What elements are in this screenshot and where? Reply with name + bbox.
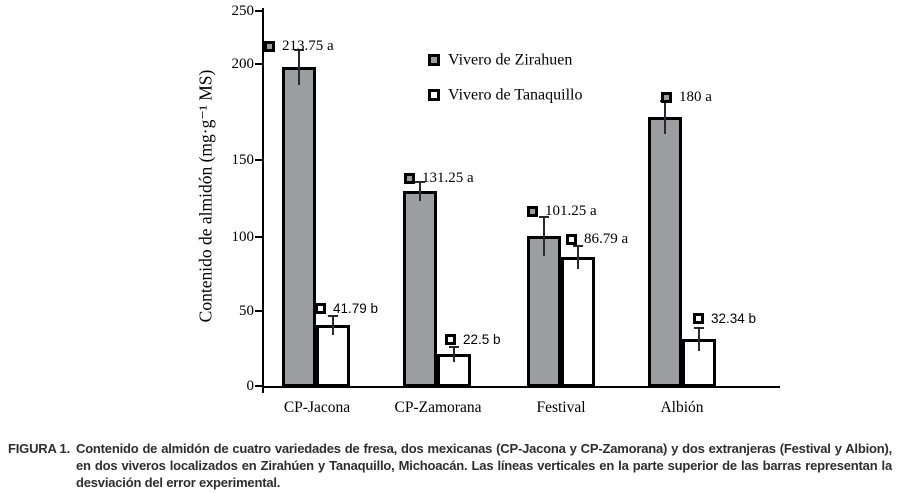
- error-bar: [543, 216, 545, 256]
- bar-value-label: [661, 88, 712, 106]
- y-tick-label: 50: [239, 303, 254, 319]
- caption-label: FIGURA 1.: [8, 441, 71, 456]
- bar-vivero-de-zirahuen: [282, 67, 316, 387]
- y-tick-mark: [255, 10, 262, 12]
- legend-label: Vivero de Zirahuen: [448, 51, 573, 69]
- y-axis-title: Contenido de almidón (mg·g⁻¹ MS): [195, 69, 216, 323]
- x-category-label: CP-Jacona: [283, 399, 351, 416]
- value-marker-icon: [264, 41, 275, 52]
- bar-value-label: [566, 230, 628, 248]
- bar-value-text: 131.25 a: [422, 169, 474, 186]
- value-marker-icon: [527, 206, 538, 217]
- error-bar: [453, 346, 455, 362]
- error-bar: [698, 327, 700, 351]
- value-marker-icon: [404, 173, 415, 184]
- x-category-label: Festival: [536, 399, 586, 416]
- bar-value-text: 32.34 b: [711, 310, 757, 326]
- caption-text: Contenido de almidón de cuatro variedades de fresa, dos mexicanas (CP-Jacona y CP-Zamorana) y dos extranjeras (Festival y Albion), en dos viveros localizados en Zirahúen y Tanaquillo, Michoacán. Las líneas verticales en la parte superior de las barras representan la desviación del error experimental.: [76, 441, 892, 490]
- bar-value-text: 22.5 b: [463, 331, 501, 347]
- y-tick-mark: [255, 310, 262, 312]
- y-tick-mark: [255, 159, 262, 161]
- legend-swatch-icon: [428, 89, 440, 101]
- bar-value-text: 180 a: [679, 88, 712, 105]
- x-category-label: Albión: [660, 399, 704, 416]
- x-category-label: CP-Zamorana: [394, 399, 482, 416]
- bar-value-label: [693, 309, 756, 327]
- legend-item: [428, 51, 572, 69]
- y-tick-label: 150: [231, 152, 254, 168]
- value-marker-icon: [445, 334, 456, 345]
- bar-value-label: [445, 330, 501, 348]
- bar-vivero-de-zirahuen: [527, 236, 561, 387]
- value-marker-icon: [661, 92, 672, 103]
- error-bar: [577, 245, 579, 269]
- figure-caption: [8, 440, 892, 491]
- legend-item: [428, 86, 582, 104]
- legend-label: Vivero de Tanaquillo: [448, 86, 583, 104]
- bar-value-text: 86.79 a: [584, 230, 629, 247]
- error-bar: [332, 315, 334, 335]
- y-tick-label: 100: [231, 229, 254, 245]
- bar-value-label: [264, 37, 334, 55]
- y-tick-mark: [255, 385, 262, 387]
- y-axis-line: [262, 8, 264, 393]
- bar-value-label: [404, 169, 474, 187]
- bar-value-text: 41.79 b: [333, 300, 379, 316]
- value-marker-icon: [566, 234, 577, 245]
- y-tick-mark: [255, 236, 262, 238]
- bar-value-label: [527, 202, 597, 220]
- error-bar-cap: [694, 327, 704, 329]
- y-tick-label: 0: [246, 378, 254, 394]
- bar-value-label: [315, 299, 378, 317]
- legend-swatch-icon: [428, 54, 440, 66]
- y-tick-label: 250: [231, 3, 254, 19]
- bar-value-text: 101.25 a: [545, 202, 597, 219]
- y-tick-label: 200: [231, 56, 254, 72]
- bar-vivero-de-zirahuen: [403, 191, 437, 387]
- value-marker-icon: [693, 313, 704, 324]
- value-marker-icon: [315, 303, 326, 314]
- bar-vivero-de-zirahuen: [648, 117, 682, 387]
- bar-vivero-de-tanaquillo: [561, 257, 595, 387]
- bar-value-text: 213.75 a: [282, 37, 334, 54]
- y-tick-mark: [255, 63, 262, 65]
